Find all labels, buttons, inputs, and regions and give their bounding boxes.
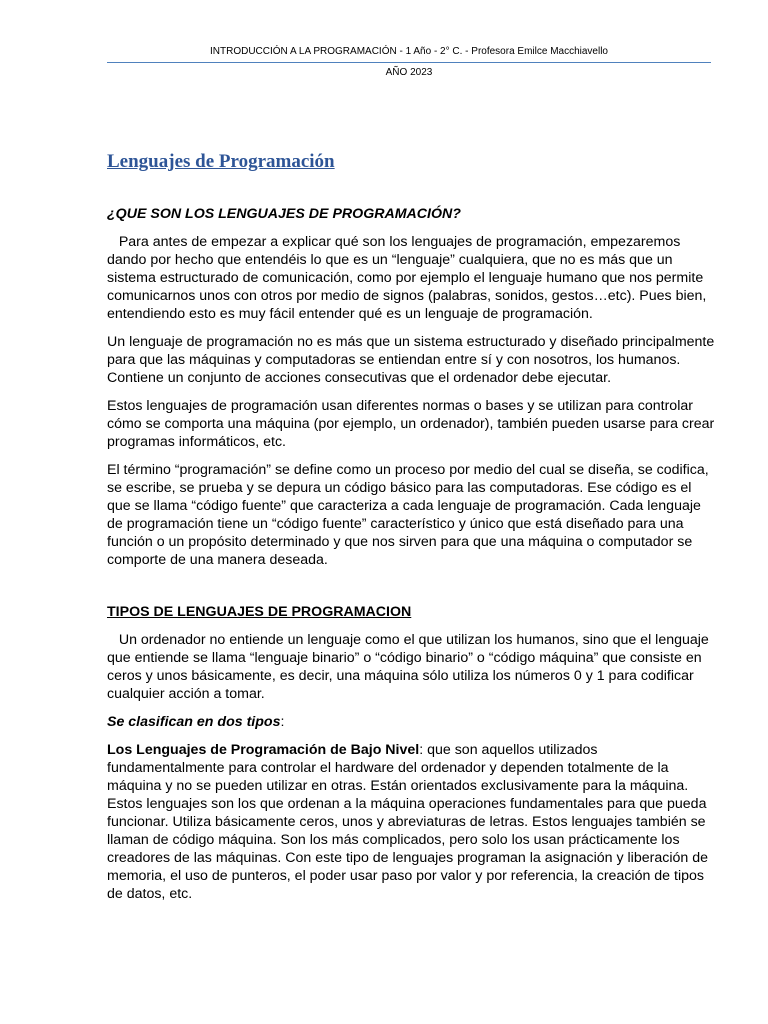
document-body xyxy=(107,205,715,913)
classification-colon: : xyxy=(280,714,285,730)
paragraph: Un lenguaje de programación no es más que un sistema estructurado y diseñado principalmente para que las máquinas y computadoras se entiendan entre sí y con nosotros, los humanos. Contiene un conjunto de acciones consecutivas que el ordenador debe ejecutar. xyxy=(107,334,715,386)
low-level-term: Los Lenguajes de Programación de Bajo Nivel xyxy=(107,742,420,758)
paragraph: Para antes de empezar a explicar qué son los lenguajes de programación, empezaremos dando por hecho que entendéis lo que es un “lenguaje” cualquiera, que no es más que un sistema estructurado de comunicación, como por ejemplo el lenguaje humano que nos permite comunicarnos unos con otros por medio de signos (palabras, sonidos, gestos…etc). Pues bien, entendiendo esto es muy fácil entender qué es un lenguaje de programación. xyxy=(107,234,707,322)
section-heading-what-are: ¿QUE SON LOS LENGUAJES DE PROGRAMACIÓN? xyxy=(107,206,461,222)
paragraph: Estos lenguajes de programación usan diferentes normas o bases y se utilizan para controlar cómo se comporta una máquina (por ejemplo, un ordenador), también pueden usarse para crear programas informáticos, etc. xyxy=(107,398,715,450)
section-spacer xyxy=(107,579,715,603)
header-divider xyxy=(107,62,711,63)
page-header: INTRODUCCIÓN A LA PROGRAMACIÓN - 1 Año - 2° C. - Profesora Emilce Macchiavello xyxy=(210,46,608,57)
paragraph: El término “programación” se define como un proceso por medio del cual se diseña, se codifica, se escribe, se prueba y se depura un código básico para las computadoras. Ese código es el que se llama “código fuente” que caracteriza a cada lenguaje de programación. Cada lenguaje de programación tiene un “código fuente” característico y único que está diseñado para una función o un propósito determinado y que nos sirven para que una máquina o computador se comporte de una manera deseada. xyxy=(107,462,709,568)
classification-line xyxy=(107,713,715,731)
document-title: Lenguajes de Programación xyxy=(107,151,335,172)
paragraph: Un ordenador no entiende un lenguaje como el que utilizan los humanos, sino que el lenguaje que entiende se llama “lenguaje binario” o “código binario” o “código máquina” que consiste en ceros y unos básicamente, es decir, una máquina sólo utiliza los números 0 y 1 para codificar cualquier acción a tomar. xyxy=(107,632,709,702)
header-year: AÑO 2023 xyxy=(385,67,433,78)
low-level-text: : que son aquellos utilizados fundamentalmente para controlar el hardware del ordenador y dependen totalmente de la máquina y no se pueden utilizar en otras. Están orientados exclusivamente para la máquina. Estos lenguajes son los que ordenan a la máquina operaciones fundamentales para que pueda funcionar. Utiliza básicamente ceros, unos y abreviaturas de letras. Estos lenguajes también se llaman de código máquina. Son los más complicados, pero solo los usan prácticamente los creadores de las máquinas. Con este tipo de lenguajes programan la asignación y liberación de memoria, el uso de punteros, el poder usar paso por valor y por referencia, la creación de tipos de datos, etc. xyxy=(107,742,708,902)
classification-label: Se clasifican en dos tipos xyxy=(107,714,281,730)
low-level-paragraph xyxy=(107,741,715,903)
section-heading-types: TIPOS DE LENGUAJES DE PROGRAMACION xyxy=(107,604,412,620)
